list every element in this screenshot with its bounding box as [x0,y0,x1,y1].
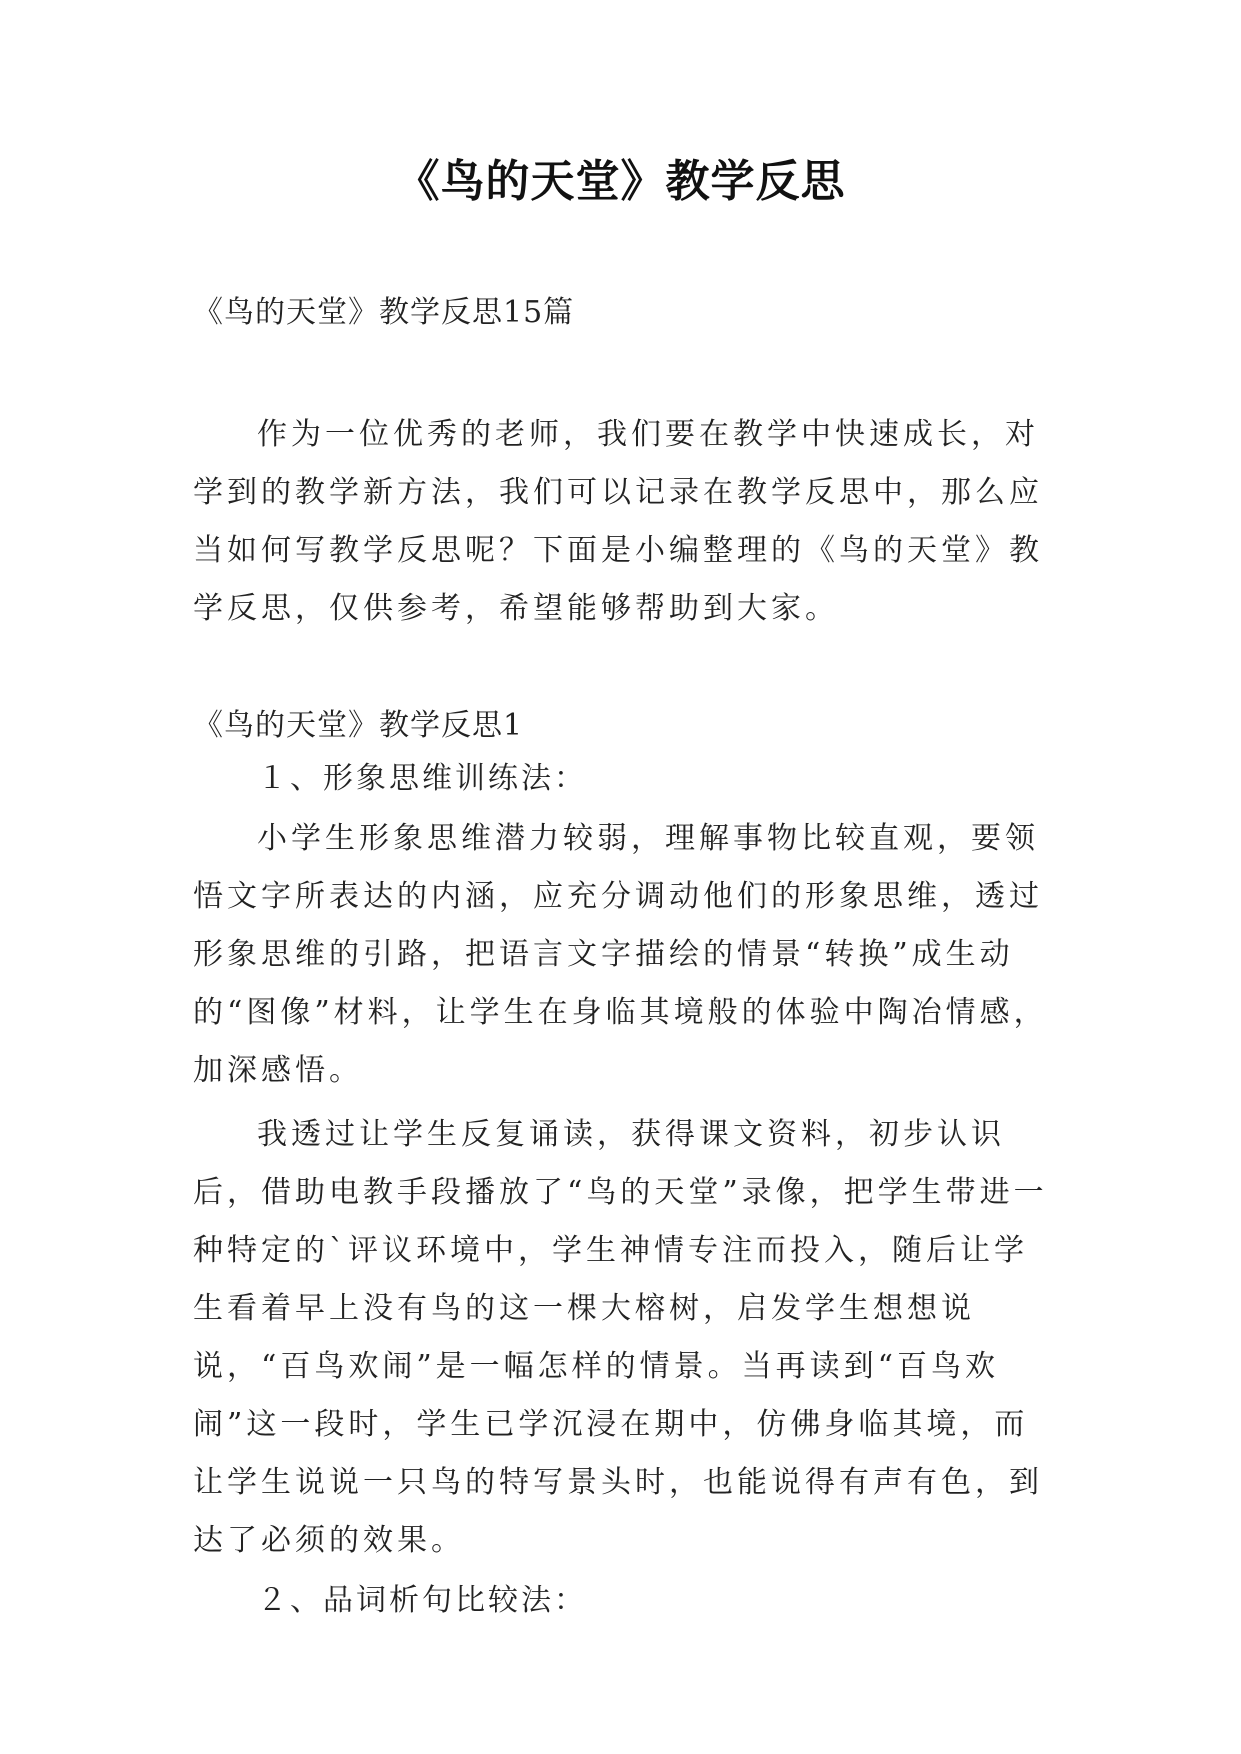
document-subtitle: 《鸟的天堂》教学反思15篇 [193,295,575,330]
section-heading: 《鸟的天堂》教学反思1 [193,708,524,743]
point-1-paragraph-2: 我透过让学生反复诵读，获得课文资料，初步认识后，借助电教手段播放了“鸟的天堂”录像，把学生带进一种特定的`评议环境中，学生神情专注而投入，随后让学生看着早上没有鸟的这一棵大榕树，启发学生想想说说，“百鸟欢闹”是一幅怎样的情景。当再读到“百鸟欢闹”这一段时，学生已学沉浸在期中，仿佛身临其境，而让学生说说一只鸟的特写景头时，也能说得有声有色，到达了必须的效果。 [193,1117,1048,1558]
section-body [193,754,1055,1626]
point-2-heading: ２、品词析句比较法： [257,1583,587,1618]
document-title: 《鸟的天堂》教学反思 [395,156,846,207]
intro-paragraph: 作为一位优秀的老师，我们要在教学中快速成长，对学到的教学新方法，我们可以记录在教学反思中，那么应当如何写教学反思呢？下面是小编整理的《鸟的天堂》教学反思，仅供参考，希望能够帮助到大家。 [193,417,1043,626]
point-1-heading: １、形象思维训练法： [257,761,587,796]
point-1-paragraph: 小学生形象思维潜力较弱，理解事物比较直观，要领悟文字所表达的内涵，应充分调动他们的形象思维，透过形象思维的引路，把语言文字描绘的情景“转换”成生动的“图像”材料，让学生在身临其境般的体验中陶冶情感，加深感悟。 [193,821,1048,1088]
